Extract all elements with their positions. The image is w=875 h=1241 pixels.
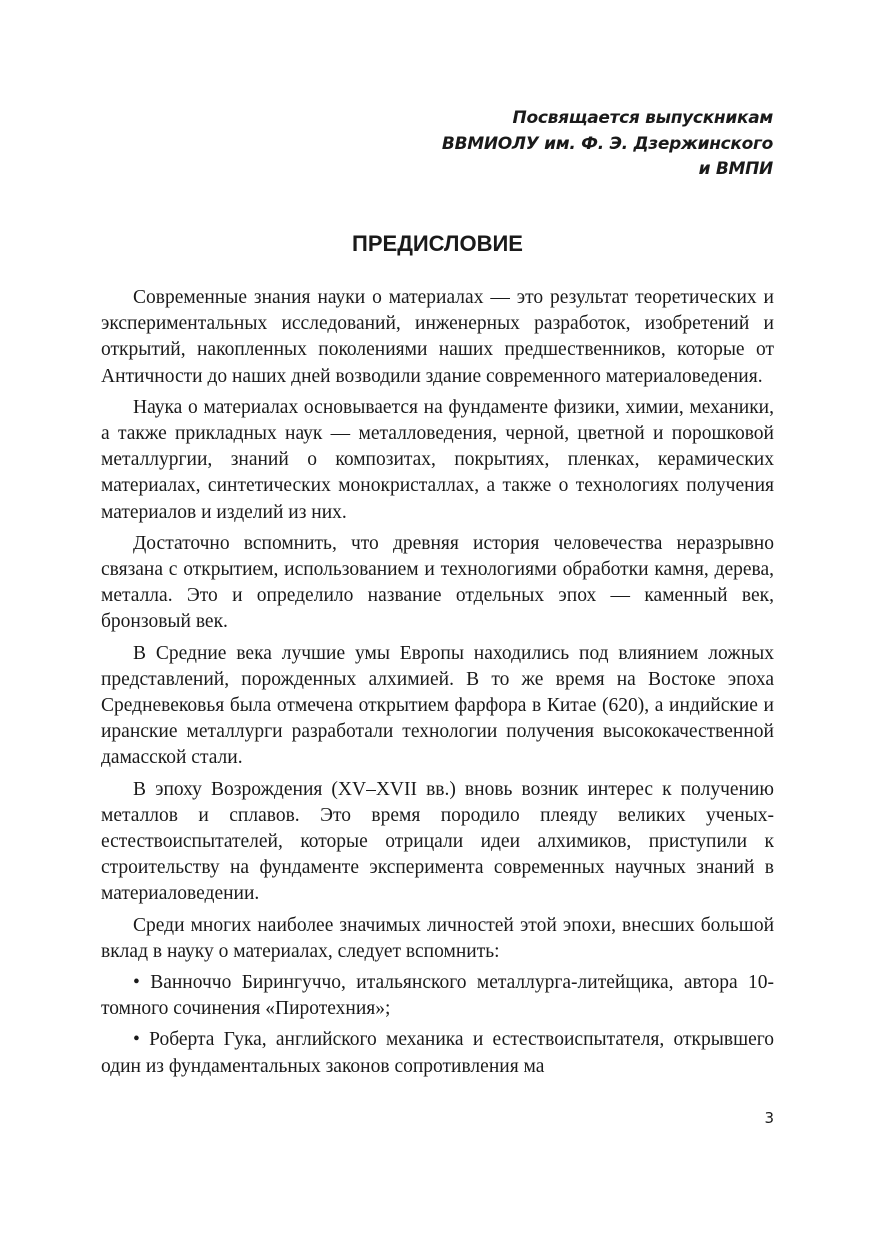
page-number: 3 bbox=[764, 1109, 774, 1127]
paragraph: Среди многих наиболее значимых личностей этой эпохи, внесших большой вклад в науку о материалах, следует вспомнить: bbox=[101, 914, 774, 962]
bullet-icon: • bbox=[133, 1029, 140, 1051]
bullet-text: Роберта Гука, английского механика и естествоиспытателя, открывшего один из фундаментальных законов сопротивления ма bbox=[101, 1029, 774, 1077]
paragraph: Наука о материалах основывается на фундаменте физики, химии, механики, а также прикладных наук — металловедения, черной, цветной и порошковой металлургии, знаний о композитах, покрытиях, пленках, керамических материалах, синтетических монокристаллах, а также о технологиях получения материалов и изделий из них. bbox=[101, 396, 774, 523]
paragraph: Достаточно вспомнить, что древняя история человечества неразрывно связана с открытием, использованием и технологиями обработки камня, дерева, металла. Это и определило название отдельных эпох — каменный век, бронзовый век. bbox=[101, 532, 774, 633]
dedication bbox=[442, 106, 773, 183]
bullet-item bbox=[101, 1027, 774, 1079]
bullet-item bbox=[101, 970, 774, 1022]
paragraph: В Средние века лучшие умы Европы находились под влиянием ложных представлений, порожденных алхимией. В то же время на Востоке эпоха Средневековья была отмечена открытием фарфора в Китае (620), а индийские и иранские металлурги разработали технологии получения высококачественной дамасской стали. bbox=[101, 642, 774, 769]
dedication-line-1: Посвящается выпускникам bbox=[512, 108, 773, 128]
bullet-icon: • bbox=[133, 972, 140, 994]
bullet-text: Ванноччо Бирингуччо, итальянского металлурга-литейщика, автора 10-томного сочинения «Пиротехния»; bbox=[101, 972, 774, 1020]
paragraph: В эпоху Возрождения (XV–XVII вв.) вновь возник интерес к получению металлов и сплавов. Это время породило плеяду великих ученых-естествоиспытателей, которые отрицали идеи алхимиков, приступили к строительству на фундаменте эксперимента современных научных знаний в материаловедении. bbox=[101, 778, 774, 905]
paragraph: Современные знания науки о материалах — это результат теоретических и экспериментальных исследований, инженерных разработок, изобретений и открытий, накопленных поколениями наших предшественников, которые от Античности до наших дней возводили здание современного материаловедения. bbox=[101, 287, 774, 387]
page-title: ПРЕДИСЛОВИЕ bbox=[352, 231, 523, 256]
body-text bbox=[101, 285, 774, 1085]
dedication-line-3: и ВМПИ bbox=[698, 159, 773, 179]
dedication-line-2: ВВМИОЛУ им. Ф. Э. Дзержинского bbox=[441, 133, 773, 154]
